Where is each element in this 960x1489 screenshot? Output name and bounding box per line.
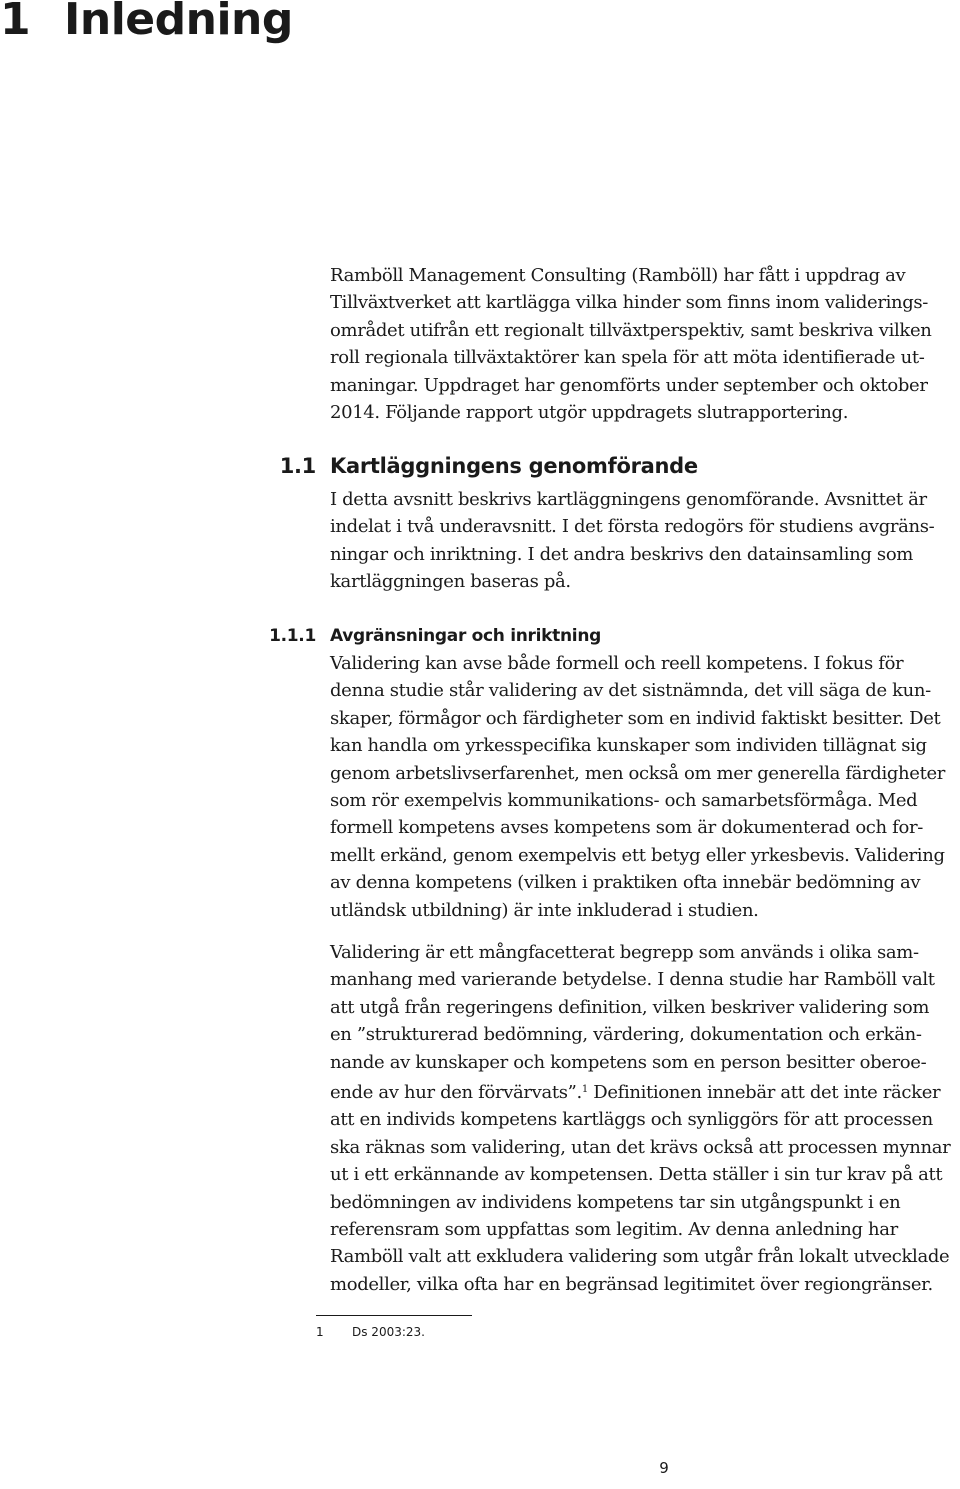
paragraph-line: ut i ett erkännande av kompetensen. Detta ställer i sin tur krav på att	[330, 1164, 943, 1186]
page-number: 9	[659, 1459, 669, 1477]
footnote-text: Ds 2003:23.	[352, 1325, 425, 1339]
paragraph-line: roll regionala tillväxtaktörer kan spela för att möta identifierade ut-	[330, 347, 925, 369]
chapter-number: 1	[0, 0, 31, 45]
section-heading-1-1	[279, 452, 698, 480]
paragraph-line: formell kompetens avses kompetens som är dokumenterad och for-	[330, 817, 923, 839]
paragraph-line: referensram som uppfattas som legitim. Av denna anledning har	[330, 1219, 898, 1241]
paragraph-line: Validering kan avse både formell och reell kompetens. I fokus för	[330, 653, 904, 674]
paragraph-line: 2014. Följande rapport utgör uppdragets slutrapportering.	[330, 402, 849, 424]
paragraph-line: nande av kunskaper och kompetens som en person besitter oberoe-	[330, 1051, 927, 1073]
paragraph-line: området utifrån ett regionalt tillväxtperspektiv, samt beskriva vilken	[330, 319, 932, 341]
subsection-paragraph-1	[330, 650, 960, 924]
paragraph-line: kartläggningen baseras på.	[330, 571, 571, 593]
paragraph-line: Validering är ett mångfacetterat begrepp som används i olika sam-	[330, 942, 919, 963]
section-number: 1.1	[279, 454, 316, 478]
paragraph-line: mellt erkänd, genom exempelvis ett betyg eller yrkesbevis. Validering	[330, 844, 945, 866]
paragraph-line: att en individs kompetens kartläggs och synliggörs för att processen	[330, 1109, 933, 1131]
paragraph-line: att utgå från regeringens definition, vilken beskriver validering som	[330, 996, 930, 1018]
paragraph-line: maningar. Uppdraget har genomförts under september och oktober	[330, 374, 928, 396]
paragraph-line: indelat i två underavsnitt. I det första redogörs för studiens avgräns-	[330, 516, 935, 538]
paragraph-line: skaper, förmågor och färdigheter som en individ faktiskt besitter. Det	[330, 707, 941, 729]
paragraph-line: ska räknas som validering, utan det krävs också att processen mynnar	[330, 1136, 951, 1158]
subsection-paragraph-2	[330, 939, 960, 1298]
footnote-number: 1	[316, 1325, 324, 1339]
footnote-divider	[316, 1315, 472, 1316]
section-1-1-paragraph	[330, 486, 960, 596]
chapter-title	[0, 0, 293, 48]
paragraph-line: denna studie står validering av det sistnämnda, det vill säga de kun-	[330, 680, 931, 702]
footnote	[316, 1323, 425, 1341]
paragraph-line: utländsk utbildning) är inte inkluderad i studien.	[330, 899, 759, 921]
subsection-title: Avgränsningar och inriktning	[330, 626, 602, 646]
paragraph-line-with-footnote: ende av hur den förvärvats”.$^1$ Definitionen innebär att det inte räcker	[330, 1082, 941, 1104]
paragraph-line: bedömningen av individens kompetens tar sin utgångspunkt i en	[330, 1191, 901, 1213]
section-heading-1-1-1	[269, 624, 602, 648]
paragraph-line: modeller, vilka ofta har en begränsad legitimitet över regiongränser.	[330, 1273, 933, 1295]
section-title: Kartläggningens genomförande	[330, 454, 698, 478]
paragraph-line: Ramböll Management Consulting (Ramböll) har fått i uppdrag av	[330, 265, 906, 286]
intro-paragraph	[330, 262, 960, 426]
paragraph-line: av denna kompetens (vilken i praktiken ofta innebär bedömning av	[330, 872, 921, 894]
paragraph-line: en ”strukturerad bedömning, värdering, dokumentation och erkän-	[330, 1024, 922, 1046]
subsection-number: 1.1.1	[269, 626, 316, 646]
paragraph-line: Tillväxtverket att kartlägga vilka hinder som finns inom validerings-	[330, 292, 929, 314]
paragraph-line: genom arbetslivserfarenhet, men också om mer generella färdigheter	[330, 762, 946, 784]
paragraph-line: som rör exempelvis kommunikations- och samarbetsförmåga. Med	[330, 790, 918, 812]
paragraph-line: ningar och inriktning. I det andra beskrivs den datainsamling som	[330, 543, 914, 565]
paragraph-line: I detta avsnitt beskrivs kartläggningens genomförande. Avsnittet är	[330, 489, 927, 510]
footnote-reference[interactable]: 1	[581, 1084, 588, 1096]
paragraph-line: Ramböll valt att exkludera validering som utgår från lokalt utvecklade	[330, 1246, 950, 1268]
paragraph-line: manhang med varierande betydelse. I denna studie har Ramböll valt	[330, 969, 935, 991]
chapter-title-text: Inledning	[64, 0, 293, 45]
paragraph-line: kan handla om yrkesspecifika kunskaper som individen tillägnat sig	[330, 735, 927, 757]
